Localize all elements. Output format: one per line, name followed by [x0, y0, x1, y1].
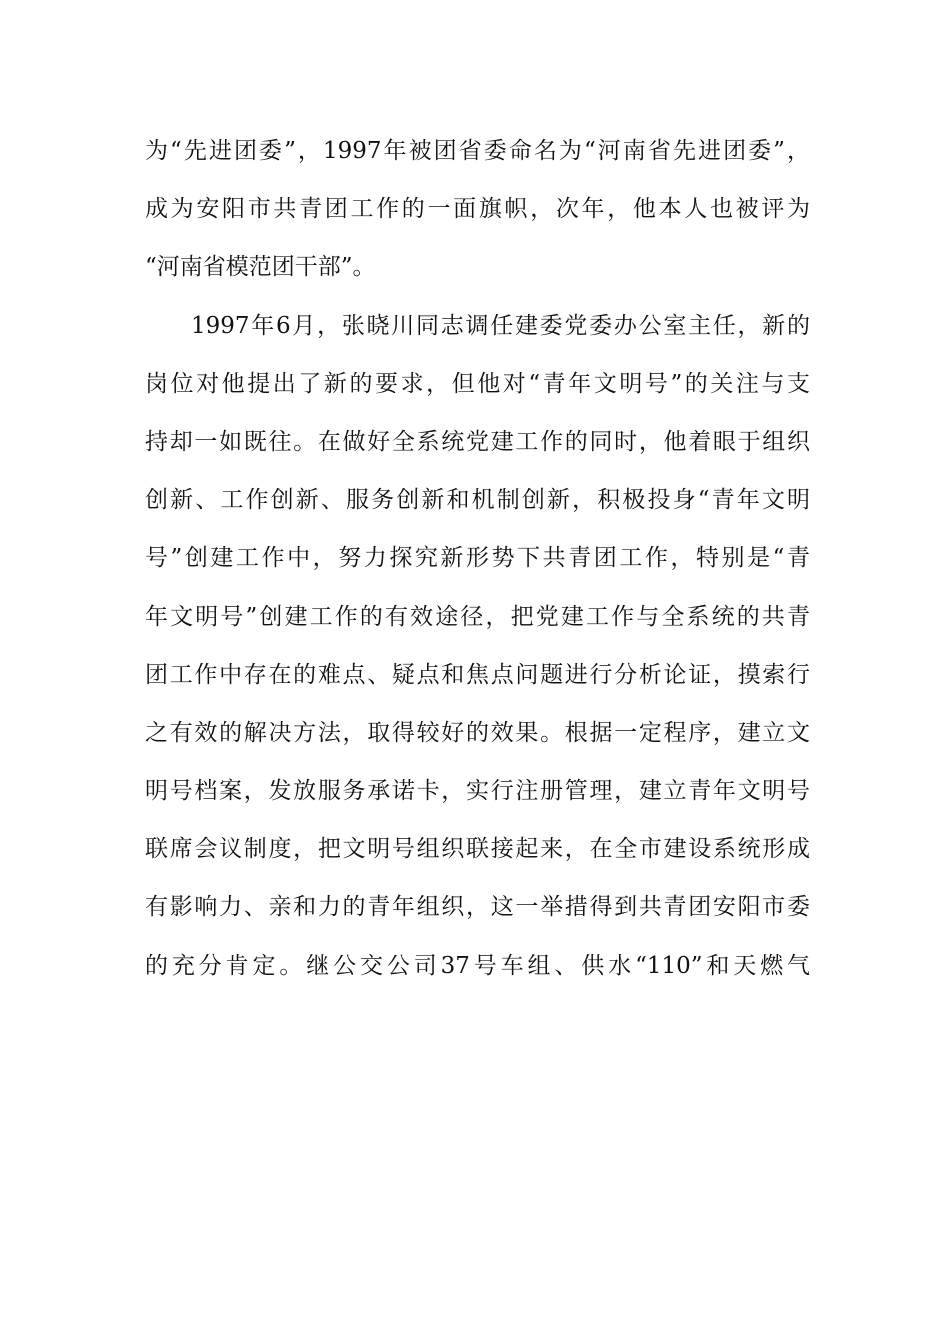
text-line: 号”创建工作中，努力探究新形势下共青团工作，特别是“青	[145, 545, 810, 572]
text-line: 之有效的解决方法，取得较好的效果。根据一定程序，建立文	[145, 719, 810, 746]
text-line: 明号档案，发放服务承诺卡，实行注册管理，建立青年文明号	[145, 778, 810, 805]
text-line: 年文明号”创建工作的有效途径，把党建工作与全系统的共青	[145, 603, 810, 630]
text-line: 岗位对他提出了新的要求，但他对“青年文明号”的关注与支	[145, 370, 810, 397]
text-line: 成为安阳市共青团工作的一面旗帜，次年，他本人也被评为	[145, 196, 810, 223]
text-line: 团工作中存在的难点、疑点和焦点问题进行分析论证，摸索行	[145, 661, 810, 688]
text-line: 联席会议制度，把文明号组织联接起来，在全市建设系统形成	[145, 836, 810, 863]
body-text	[145, 128, 810, 1001]
text-line: “河南省模范团干部”。	[145, 254, 376, 281]
text-line: 持却一如既往。在做好全系统党建工作的同时，他着眼于组织	[145, 428, 810, 455]
text-line: 为“先进团委”，1997年被团省委命名为“河南省先进团委”，	[145, 138, 810, 164]
paragraph-first-line: 1997年6月，张晓川同志调任建委党委办公室主任，新的	[191, 312, 810, 339]
text-line: 创新、工作创新、服务创新和机制创新，积极投身“青年文明	[145, 487, 810, 514]
text-line: 有影响力、亲和力的青年组织，这一举措得到共青团安阳市委	[145, 894, 810, 921]
text-line: 的充分肯定。继公交公司37号车组、供水“110”和天燃气	[145, 952, 810, 979]
